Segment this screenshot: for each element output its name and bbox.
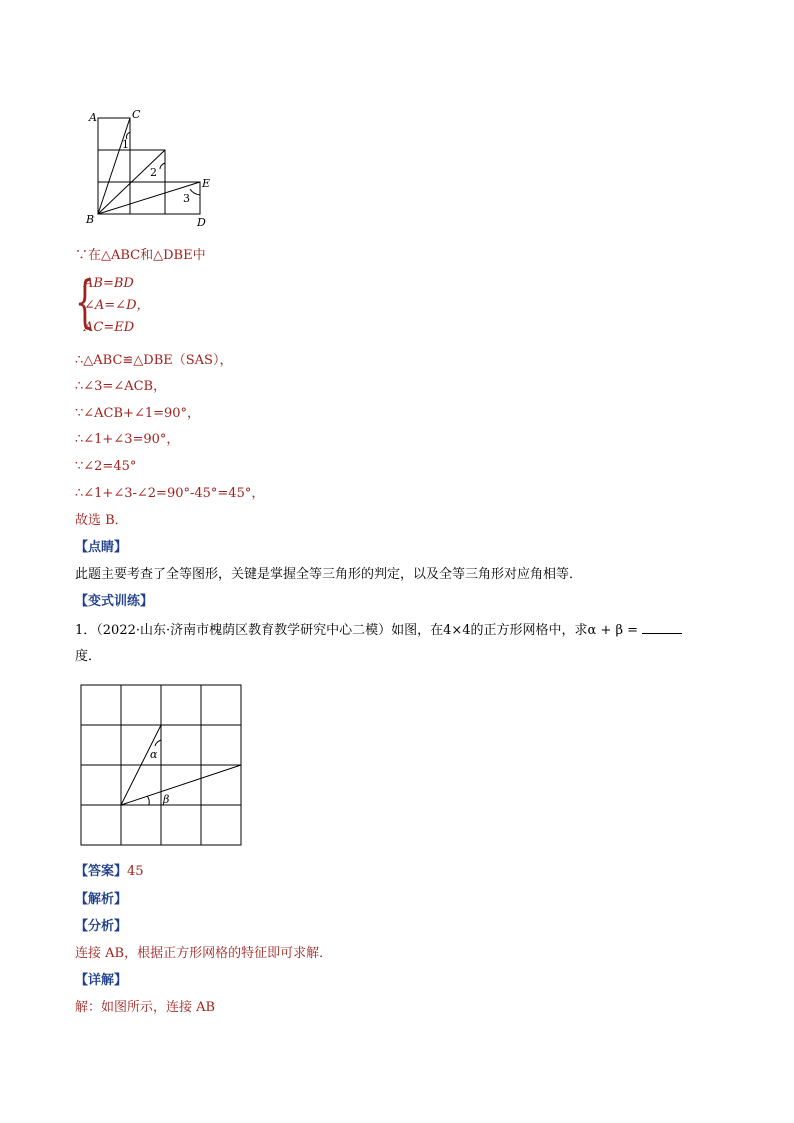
system-line-1: AB=BD xyxy=(84,276,134,291)
proof-since-triangles: ∵在△ABC和△DBE中 xyxy=(75,248,206,263)
equation-system xyxy=(75,270,195,339)
angle-label-3: 3 xyxy=(183,192,190,205)
proof-line-5: ∵∠2=45° xyxy=(75,459,137,474)
question-line-2: 度． xyxy=(75,649,102,664)
brace-symbol: { xyxy=(75,270,95,335)
angle-label-alpha: α xyxy=(150,748,158,761)
jiexi-heading: 【解析】 xyxy=(75,892,128,907)
figure-triangles-grid xyxy=(80,105,220,230)
proof-choose: 故选 B． xyxy=(75,513,128,528)
label-A: A xyxy=(89,111,97,124)
proof-line-6: ∴∠1+∠3-∠2=90°-45°=45°， xyxy=(75,486,265,501)
question-line-1 xyxy=(75,621,682,640)
fenxi-text: 连接 AB，根据正方形网格的特征即可求解． xyxy=(75,946,333,961)
angle-label-beta: β xyxy=(163,793,170,806)
label-C: C xyxy=(132,108,141,121)
system-line-3: AC=ED xyxy=(84,320,135,335)
label-D: D xyxy=(197,216,206,229)
answer-blank xyxy=(642,621,682,634)
xiangjie-heading: 【详解】 xyxy=(75,973,128,988)
answer-value: 45 xyxy=(127,864,144,879)
label-E: E xyxy=(202,177,211,190)
proof-line-1: ∴△ABC≌△DBE（SAS）， xyxy=(75,353,233,368)
answer-heading: 【答案】 xyxy=(75,864,128,879)
question-text: 1．（2022·山东·济南市槐荫区教育教学研究中心二模）如图，在4×4的正方形网格中，求α + β = xyxy=(75,623,639,638)
xiangjie-text: 解：如图所示，连接 AB xyxy=(75,1000,216,1015)
answer-line xyxy=(75,863,144,881)
bianshi-heading: 【变式训练】 xyxy=(75,594,154,609)
proof-line-4: ∴∠1+∠3=90°， xyxy=(75,432,180,447)
figure-4x4-grid xyxy=(80,684,244,848)
angle-label-1: 1 xyxy=(122,138,129,151)
dianjing-text: 此题主要考查了全等图形，关键是掌握全等三角形的判定，以及全等三角形对应角相等． xyxy=(75,567,583,582)
angle-label-2: 2 xyxy=(150,166,157,179)
dianjing-heading: 【点睛】 xyxy=(75,540,128,555)
fenxi-heading: 【分析】 xyxy=(75,919,128,934)
system-line-2: ∠A=∠D， xyxy=(84,298,150,313)
proof-line-2: ∴∠3=∠ACB， xyxy=(75,379,167,394)
label-B: B xyxy=(86,213,95,226)
proof-line-3: ∵∠ACB+∠1=90°， xyxy=(75,406,201,421)
